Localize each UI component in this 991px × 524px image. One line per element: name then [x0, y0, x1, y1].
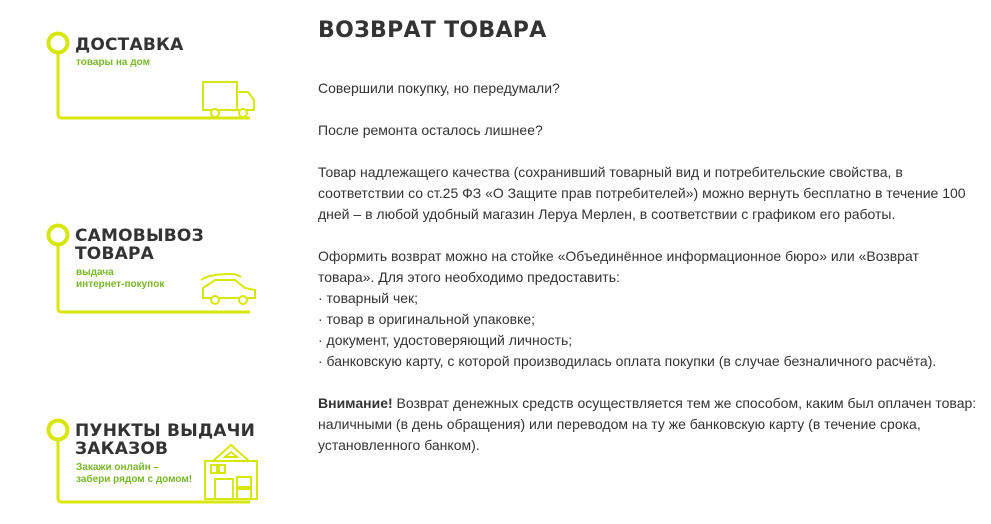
- pickup-title-line1: САМОВЫВОЗ: [75, 226, 204, 246]
- delivery-service-block[interactable]: [45, 30, 265, 125]
- return-policy-content: [318, 16, 978, 453]
- list-item: · товарный чек;: [318, 290, 419, 306]
- delivery-subtitle: товары на дом: [76, 57, 150, 68]
- pickup-points-title-line2: ЗАКАЗОВ: [75, 439, 169, 459]
- pickup-points-title-line1: ПУНКТЫ ВЫДАЧИ: [75, 421, 256, 441]
- warning-text: Возврат денежных средств осуществляется тем же способом, каким был оплачен товар: наличными (в день обращения) или переводом на ту же банковскую карту (в течение срока, установленного банком).: [318, 395, 977, 453]
- pickup-points-subtitle-line2: забери рядом с домом!: [76, 474, 193, 485]
- quality-conditions-paragraph: Товар надлежащего качества (сохранивший товарный вид и потребительские свойства, в соответствии со ст.25 ФЗ «О Защите прав потребителей») можно вернуть бесплатно в течение 100 дней – в любой удобный магазин Леруа Мерлен, в соответствии с графиком его работы.: [318, 164, 966, 222]
- intro-question-1: Совершили покупку, но передумали?: [318, 80, 560, 96]
- required-documents-list: [318, 288, 978, 372]
- pickup-subtitle-line2: интернет-покупок: [76, 279, 165, 290]
- warning-label: Внимание!: [318, 395, 393, 411]
- car-with-roof-box-icon: [201, 274, 255, 304]
- pickup-points-service-block[interactable]: [45, 417, 265, 512]
- pickup-title-line2: ТОВАРА: [75, 244, 154, 264]
- refund-warning-paragraph: [318, 393, 978, 456]
- pickup-service-block[interactable]: [45, 222, 265, 317]
- page-title: ВОЗВРАТ ТОВАРА: [318, 18, 547, 43]
- list-item: · товар в оригинальной упаковке;: [318, 311, 536, 327]
- list-item: · документ, удостоверяющий личность;: [318, 332, 573, 348]
- delivery-title: ДОСТАВКА: [75, 35, 184, 55]
- return-procedure-paragraph: Оформить возврат можно на стойке «Объединённое информационное бюро» или «Возврат товара». Для этого необходимо предоставить:: [318, 248, 919, 285]
- pickup-subtitle-line1: выдача: [76, 267, 114, 278]
- intro-question-2: После ремонта осталось лишнее?: [318, 122, 543, 138]
- list-item: · банковскую карту, с которой производилась оплата покупки (в случае безналичного расчёта).: [318, 353, 937, 369]
- pickup-point-building-icon: [205, 445, 257, 499]
- delivery-truck-icon: [203, 82, 254, 117]
- pickup-points-subtitle-line1: Закажи онлайн –: [76, 462, 159, 473]
